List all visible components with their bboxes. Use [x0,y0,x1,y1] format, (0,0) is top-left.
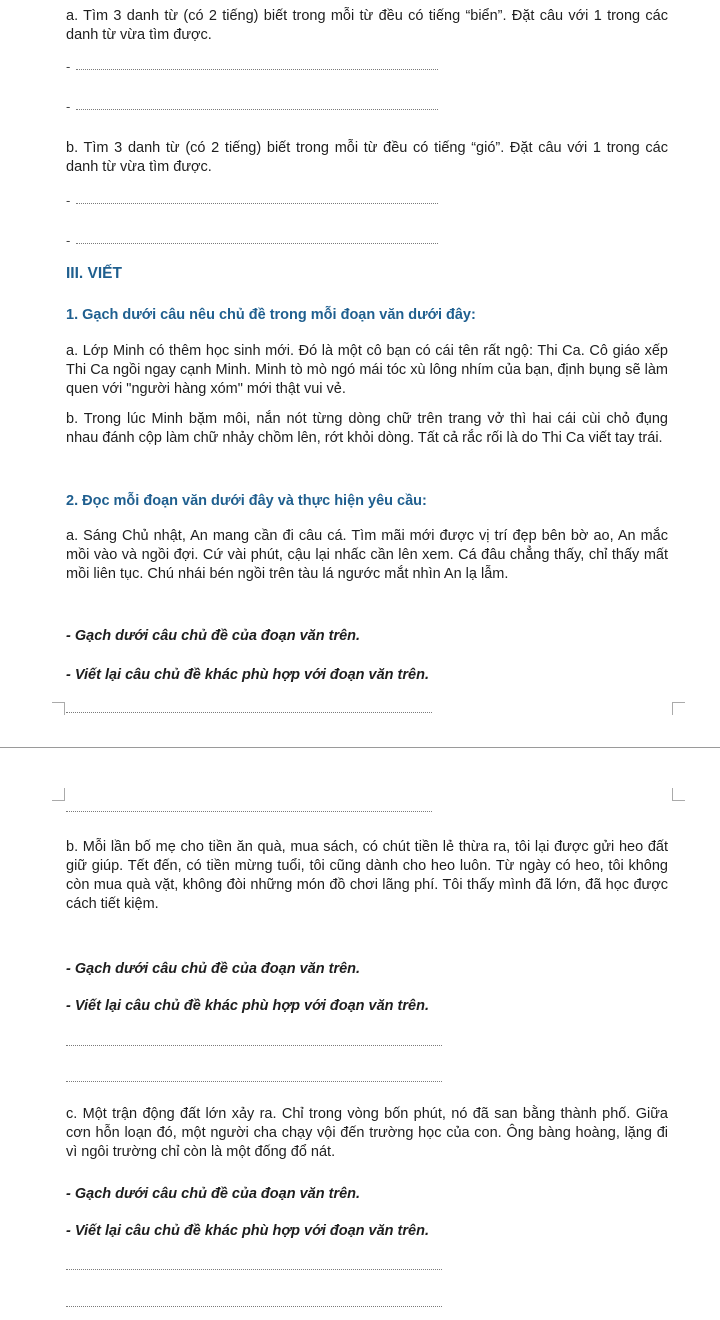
crop-mark [672,788,685,801]
dash-marker: - [66,233,71,248]
crop-mark [672,702,685,715]
instruction-underline: - Gạch dưới câu chủ đề của đoạn văn trên. [66,628,361,644]
answer-line[interactable] [66,1306,442,1307]
page-separator [0,747,720,748]
task2-heading: 2. Đọc mỗi đoạn văn dưới đây và thực hiện yêu cầu: [66,493,427,509]
answer-line[interactable] [76,203,438,204]
dash-marker: - [66,99,71,114]
instruction-underline: - Gạch dưới câu chủ đề của đoạn văn trên. [66,1186,361,1202]
instruction-rewrite: - Viết lại câu chủ đề khác phù hợp với đoạn văn trên. [66,667,429,683]
question-a: a. Tìm 3 danh từ (có 2 tiếng) biết trong mỗi từ đều có tiếng “biển”. Đặt câu với 1 trong các danh từ vừa tìm được. [66,8,668,43]
answer-line[interactable] [66,1081,442,1082]
task2-paragraph-a: a. Sáng Chủ nhật, An mang cần đi câu cá. Tìm mãi mới được vị trí đẹp bên bờ ao, An mắc mồi vào và ngồi đợi. Cứ vài phút, cậu lại nhấc cần lên xem. Cá đâu chẳng thấy, chỉ thấy mất mồi liên tục. Chú nhái bén ngồi trên tàu lá ngước mắt nhìn An lạ lẫm. [66,528,668,582]
answer-line[interactable] [76,69,438,70]
answer-line[interactable] [66,811,432,812]
answer-line[interactable] [66,712,432,713]
part-heading: III. VIẾT [66,265,122,282]
instruction-rewrite: - Viết lại câu chủ đề khác phù hợp với đoạn văn trên. [66,998,429,1014]
answer-line[interactable] [76,243,438,244]
question-b: b. Tìm 3 danh từ (có 2 tiếng) biết trong mỗi từ đều có tiếng “gió”. Đặt câu với 1 trong các danh từ vừa tìm được. [66,140,668,175]
answer-line[interactable] [66,1045,442,1046]
task2-paragraph-c: c. Một trận động đất lớn xảy ra. Chỉ trong vòng bốn phút, nó đã san bằng thành phố. Giữa cơn hỗn loạn đó, một người cha chạy vội đến trường học của con. Ông bàng hoàng, lặng đi vì ngôi trường chỉ còn là một đống đổ nát. [66,1106,668,1160]
task1-paragraph-a: a. Lớp Minh có thêm học sinh mới. Đó là một cô bạn có cái tên rất ngộ: Thi Ca. Cô giáo xếp Thi Ca ngồi ngay cạnh Minh. Minh tò mò ngó mái tóc xù lông nhím của bạn, định bụng sẽ làm quen với "người hàng xóm" mới thật vui vẻ. [66,343,668,397]
crop-mark [52,788,65,801]
instruction-rewrite: - Viết lại câu chủ đề khác phù hợp với đoạn văn trên. [66,1223,429,1239]
crop-mark [52,702,65,715]
dash-marker: - [66,59,71,74]
dash-marker: - [66,193,71,208]
task1-paragraph-b: b. Trong lúc Minh bặm môi, nắn nót từng dòng chữ trên trang vở thì hai cái cùi chỏ đụng nhau đánh cộp làm chữ nhảy chồm lên, rớt khỏi dòng. Tất cả rắc rối là do Thi Ca viết tay trái. [66,411,668,446]
answer-line[interactable] [76,109,438,110]
task1-heading: 1. Gạch dưới câu nêu chủ đề trong mỗi đoạn văn dưới đây: [66,307,476,323]
instruction-underline: - Gạch dưới câu chủ đề của đoạn văn trên. [66,961,361,977]
task2-paragraph-b: b. Mỗi lần bố mẹ cho tiền ăn quà, mua sách, có chút tiền lẻ thừa ra, tôi lại được gửi heo đất giữ giúp. Tết đến, có tiền mừng tuổi, tôi cũng dành cho heo luôn. Từ ngày có heo, tôi không còn mua quà vặt, không đòi những món đồ chơi lãng phí. Tôi thấy mình đã lớn, đã học được cách tiết kiệm. [66,839,668,912]
answer-line[interactable] [66,1269,442,1270]
